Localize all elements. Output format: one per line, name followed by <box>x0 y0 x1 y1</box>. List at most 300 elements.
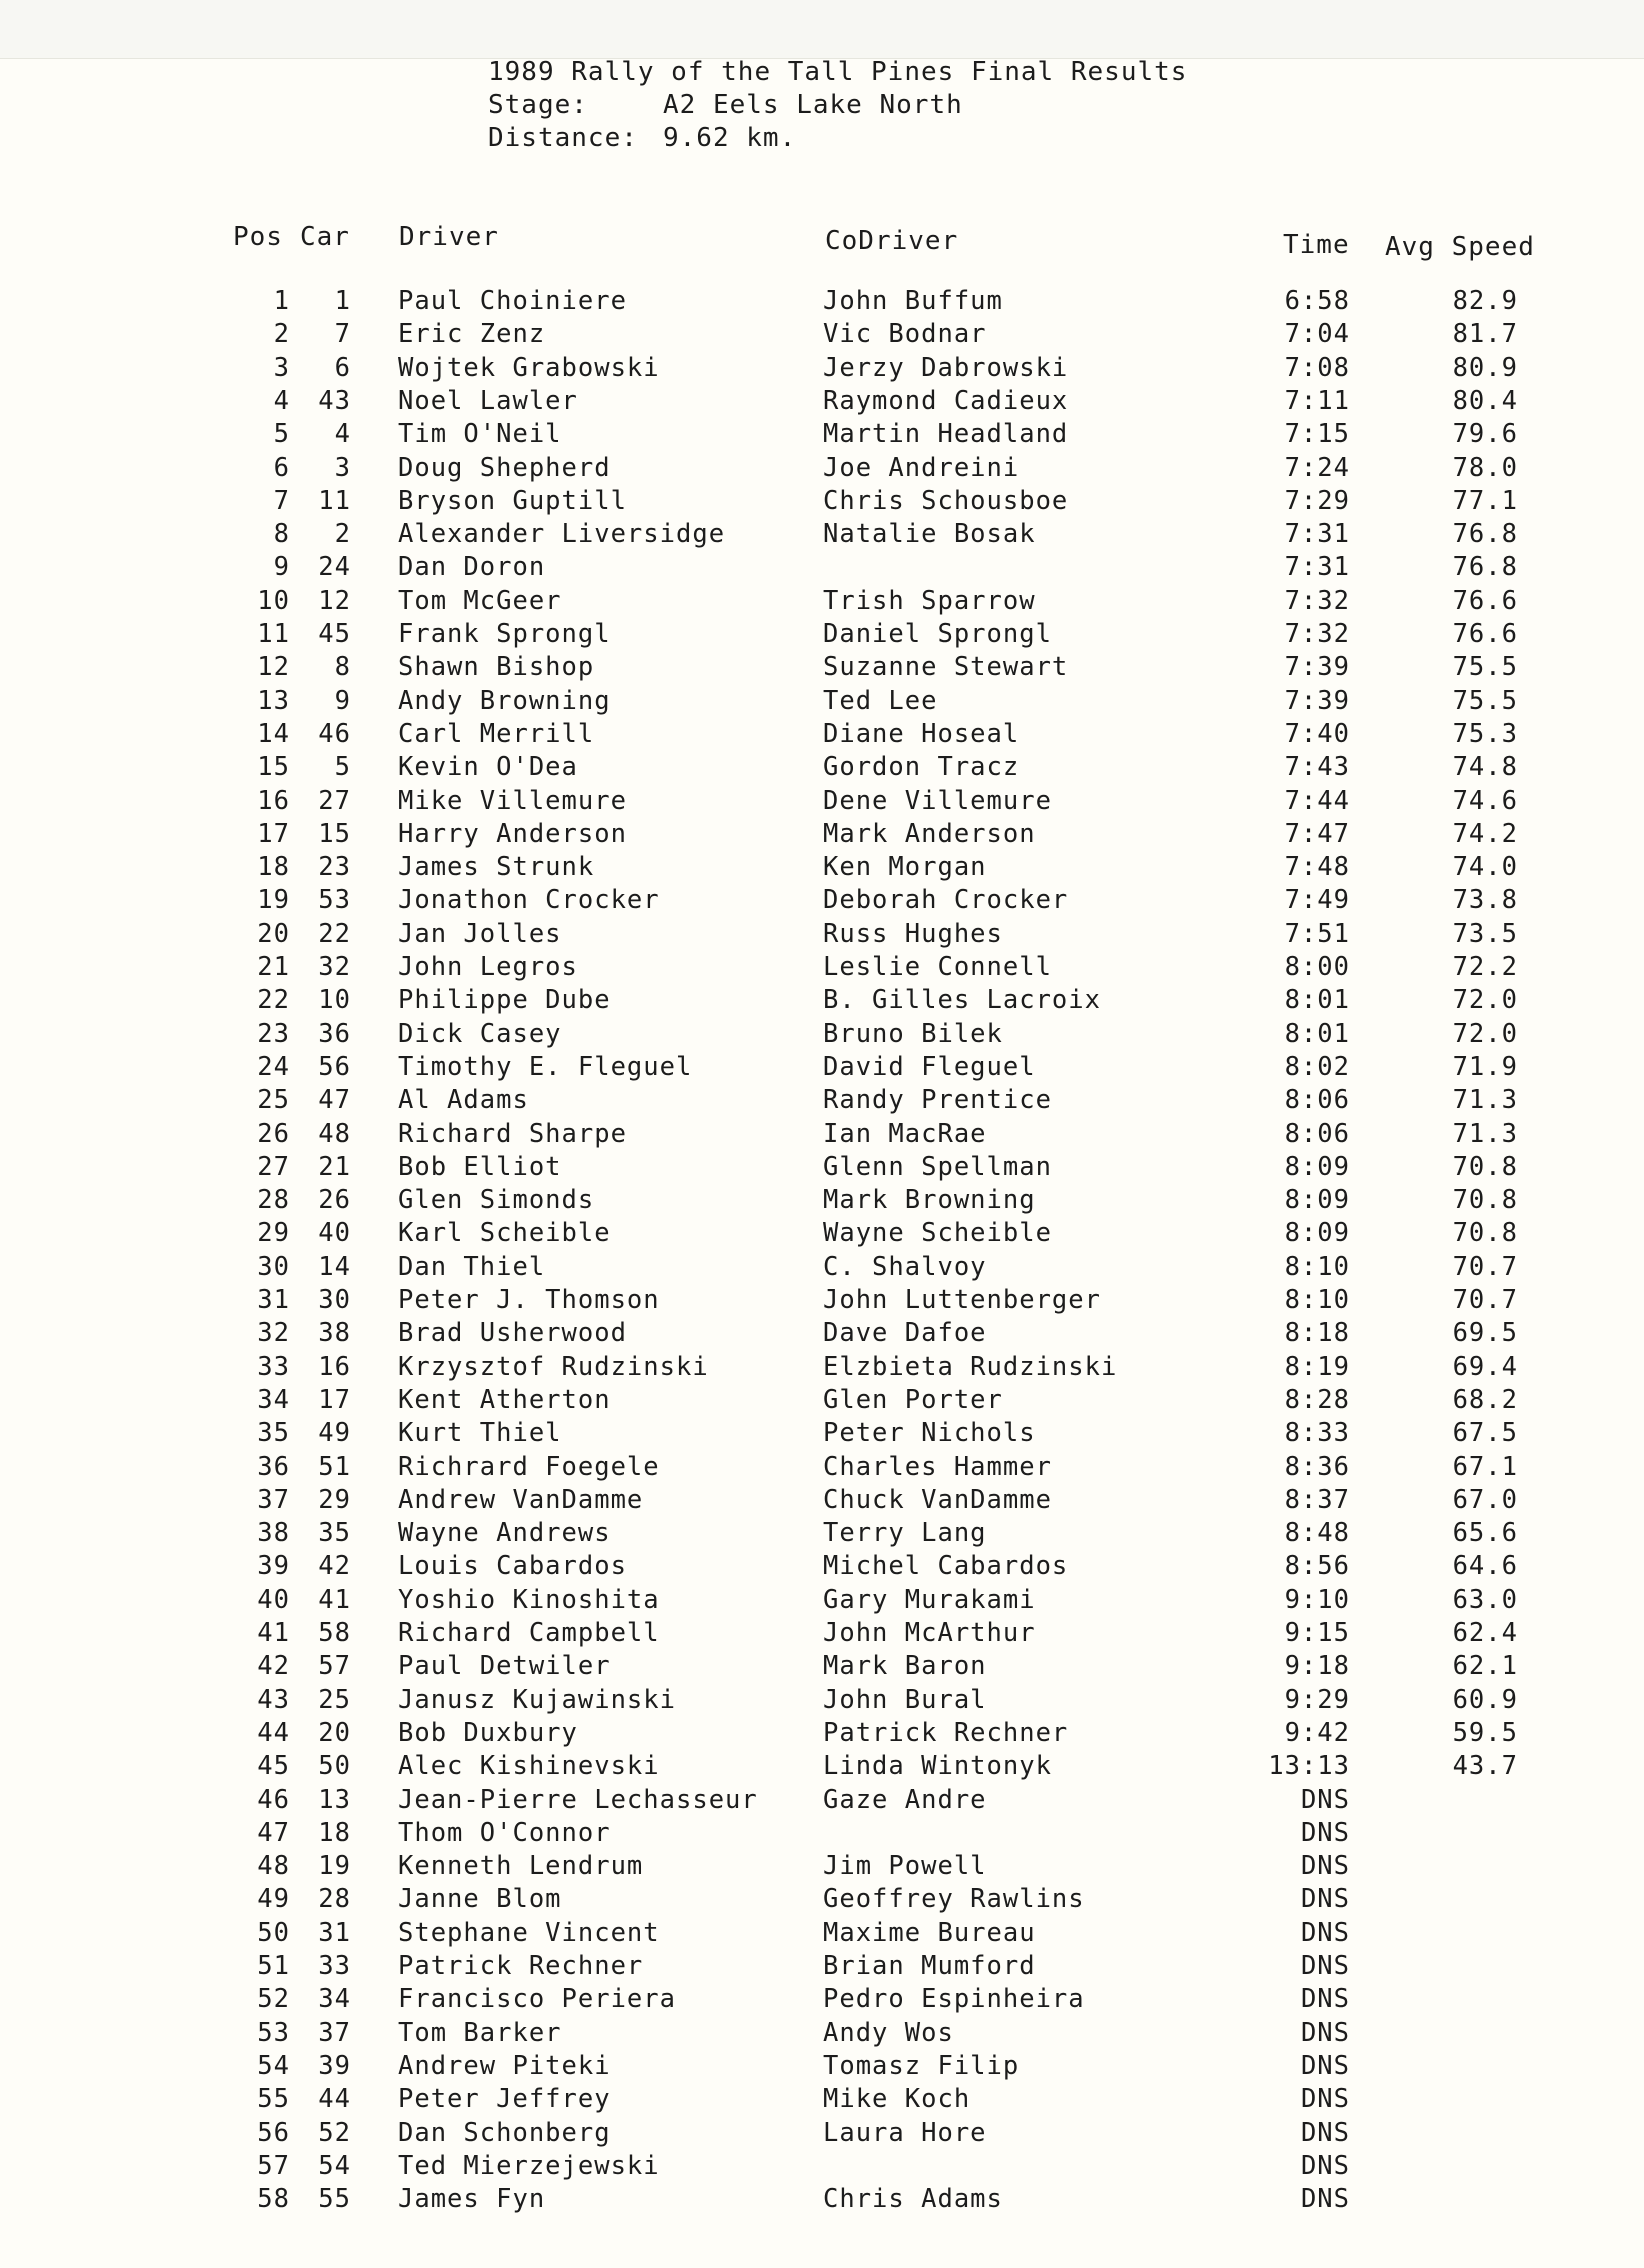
table-row <box>0 2084 1644 2117</box>
result-pos: 44 <box>257 1717 290 1748</box>
result-driver: Timothy E. Fleguel <box>398 1051 693 1082</box>
result-driver: Tom Barker <box>398 2017 562 2048</box>
table-row <box>0 1518 1644 1551</box>
result-time: 9:10 <box>1284 1584 1350 1615</box>
result-car: 45 <box>318 619 351 649</box>
result-pos: 48 <box>257 1851 290 1882</box>
table-row <box>0 1818 1644 1851</box>
result-time: 7:39 <box>1284 685 1350 716</box>
result-codriver: Terry Lang <box>823 1518 987 1549</box>
result-pos: 25 <box>257 1085 290 1116</box>
result-speed: 80.4 <box>1452 385 1518 416</box>
result-pos: 7 <box>273 485 290 516</box>
result-speed: 70.8 <box>1452 1151 1518 1182</box>
result-driver: Dan Schonberg <box>398 2117 611 2148</box>
result-speed: 60.9 <box>1452 1684 1518 1715</box>
table-row <box>0 2118 1644 2151</box>
result-pos: 32 <box>257 1318 290 1349</box>
result-car: 37 <box>318 2017 351 2048</box>
result-codriver: John McArthur <box>823 1618 1036 1648</box>
result-time: DNS <box>1300 2150 1350 2181</box>
result-speed: 72.0 <box>1452 985 1518 1016</box>
result-codriver: Natalie Bosak <box>823 519 1036 550</box>
result-pos: 28 <box>257 1185 290 1216</box>
result-codriver: Ian MacRae <box>823 1118 987 1149</box>
result-driver: James Strunk <box>398 852 595 883</box>
result-speed: 71.9 <box>1452 1051 1518 1082</box>
result-codriver: Geoffrey Rawlins <box>823 1884 1085 1915</box>
result-speed: 65.6 <box>1452 1518 1518 1549</box>
result-time: 8:09 <box>1284 1218 1350 1249</box>
result-time: DNS <box>1300 1817 1350 1848</box>
table-row <box>0 353 1644 386</box>
result-driver: Thom O'Connor <box>398 1817 611 1848</box>
table-row <box>0 1352 1644 1385</box>
result-car: 57 <box>318 1651 351 1682</box>
result-driver: Bob Elliot <box>398 1151 562 1182</box>
result-time: 8:10 <box>1284 1251 1350 1282</box>
result-driver: Tim O'Neil <box>398 419 562 450</box>
result-pos: 2 <box>273 319 290 350</box>
result-car: 32 <box>318 952 351 982</box>
result-driver: Al Adams <box>398 1085 529 1116</box>
result-car: 46 <box>318 718 351 749</box>
result-pos: 57 <box>257 2150 290 2181</box>
result-time: DNS <box>1300 2050 1350 2081</box>
result-driver: Dick Casey <box>398 1018 562 1049</box>
result-time: 8:18 <box>1284 1318 1350 1349</box>
result-driver: Peter J. Thomson <box>398 1285 660 1315</box>
result-car: 27 <box>318 785 351 816</box>
result-speed: 59.5 <box>1452 1717 1518 1748</box>
table-row <box>0 1085 1644 1118</box>
result-pos: 16 <box>257 785 290 816</box>
result-car: 30 <box>318 1285 351 1315</box>
result-car: 3 <box>334 452 351 483</box>
result-time: 7:32 <box>1284 585 1350 616</box>
result-codriver: Linda Wintonyk <box>823 1751 1052 1782</box>
result-car: 16 <box>318 1351 351 1382</box>
result-codriver: Glenn Spellman <box>823 1151 1052 1182</box>
result-time: 8:37 <box>1284 1484 1350 1515</box>
result-codriver: Brian Mumford <box>823 1951 1036 1981</box>
result-pos: 51 <box>257 1951 290 1981</box>
result-car: 39 <box>318 2050 351 2081</box>
result-driver: Janne Blom <box>398 1884 562 1915</box>
table-row <box>0 752 1644 785</box>
result-time: DNS <box>1300 2117 1350 2148</box>
result-driver: Jonathon Crocker <box>398 885 660 916</box>
result-time: 8:10 <box>1284 1285 1350 1315</box>
result-codriver: Jim Powell <box>823 1851 987 1882</box>
result-codriver: Leslie Connell <box>823 952 1052 982</box>
result-codriver: Russ Hughes <box>823 918 1003 949</box>
result-codriver: Vic Bodnar <box>823 319 987 350</box>
table-row <box>0 852 1644 885</box>
table-row <box>0 1851 1644 1884</box>
result-speed: 76.8 <box>1452 552 1518 583</box>
result-pos: 22 <box>257 985 290 1016</box>
result-driver: Mike Villemure <box>398 785 627 816</box>
result-speed: 63.0 <box>1452 1584 1518 1615</box>
result-pos: 43 <box>257 1684 290 1715</box>
result-speed: 76.6 <box>1452 585 1518 616</box>
result-codriver: Laura Hore <box>823 2117 987 2148</box>
result-driver: Noel Lawler <box>398 385 578 416</box>
result-speed: 67.0 <box>1452 1484 1518 1515</box>
result-pos: 33 <box>257 1351 290 1382</box>
result-driver: Richard Sharpe <box>398 1118 627 1149</box>
result-driver: Philippe Dube <box>398 985 611 1016</box>
result-codriver: Chris Adams <box>823 2184 1003 2215</box>
result-codriver: Charles Hammer <box>823 1451 1052 1482</box>
result-driver: Louis Cabardos <box>398 1551 627 1582</box>
result-speed: 64.6 <box>1452 1551 1518 1582</box>
result-time: 13:13 <box>1268 1751 1350 1782</box>
result-car: 44 <box>318 2084 351 2115</box>
result-pos: 34 <box>257 1384 290 1415</box>
result-codriver: Mark Baron <box>823 1651 987 1682</box>
result-pos: 39 <box>257 1551 290 1582</box>
result-car: 28 <box>318 1884 351 1915</box>
result-pos: 27 <box>257 1151 290 1182</box>
result-pos: 12 <box>257 652 290 683</box>
result-codriver: Gaze Andre <box>823 1784 987 1815</box>
result-speed: 69.5 <box>1452 1318 1518 1349</box>
result-time: 7:15 <box>1284 419 1350 450</box>
result-speed: 69.4 <box>1452 1351 1518 1382</box>
result-pos: 31 <box>257 1285 290 1315</box>
distance-label: Distance: <box>488 123 638 153</box>
result-car: 18 <box>318 1817 351 1848</box>
result-pos: 36 <box>257 1451 290 1482</box>
result-car: 26 <box>318 1185 351 1216</box>
result-codriver: John Buffum <box>823 286 1003 316</box>
result-pos: 8 <box>273 519 290 550</box>
result-codriver: Ken Morgan <box>823 852 987 883</box>
result-driver: Stephane Vincent <box>398 1917 660 1948</box>
table-row <box>0 1618 1644 1651</box>
result-car: 9 <box>334 685 351 716</box>
result-pos: 41 <box>257 1618 290 1648</box>
result-pos: 6 <box>273 452 290 483</box>
result-driver: Tom McGeer <box>398 585 562 616</box>
table-row <box>0 919 1644 952</box>
result-codriver: Peter Nichols <box>823 1418 1036 1449</box>
result-car: 48 <box>318 1118 351 1149</box>
result-time: DNS <box>1300 1951 1350 1981</box>
result-speed: 72.2 <box>1452 952 1518 982</box>
result-time: 8:09 <box>1284 1151 1350 1182</box>
result-time: DNS <box>1300 1884 1350 1915</box>
result-codriver: Gary Murakami <box>823 1584 1036 1615</box>
result-codriver: Daniel Sprongl <box>823 619 1052 649</box>
result-codriver: Dave Dafoe <box>823 1318 987 1349</box>
result-time: 7:32 <box>1284 619 1350 649</box>
result-pos: 46 <box>257 1784 290 1815</box>
result-time: DNS <box>1300 1917 1350 1948</box>
result-car: 42 <box>318 1551 351 1582</box>
result-time: 7:11 <box>1284 385 1350 416</box>
result-driver: Harry Anderson <box>398 818 627 849</box>
result-codriver: Dene Villemure <box>823 785 1052 816</box>
table-row <box>0 419 1644 452</box>
result-car: 51 <box>318 1451 351 1482</box>
table-row <box>0 719 1644 752</box>
result-driver: Paul Detwiler <box>398 1651 611 1682</box>
result-car: 58 <box>318 1618 351 1648</box>
result-car: 24 <box>318 552 351 583</box>
result-codriver: Chris Schousboe <box>823 485 1069 516</box>
result-codriver: John Bural <box>823 1684 987 1715</box>
result-speed: 75.5 <box>1452 685 1518 716</box>
table-row <box>0 486 1644 519</box>
result-car: 23 <box>318 852 351 883</box>
table-row <box>0 1052 1644 1085</box>
result-time: 8:48 <box>1284 1518 1350 1549</box>
result-pos: 56 <box>257 2117 290 2148</box>
result-time: 8:33 <box>1284 1418 1350 1449</box>
table-row <box>0 1485 1644 1518</box>
table-row <box>0 1152 1644 1185</box>
result-time: 9:18 <box>1284 1651 1350 1682</box>
result-driver: Kevin O'Dea <box>398 752 578 783</box>
result-driver: Wayne Andrews <box>398 1518 611 1549</box>
table-row <box>0 1385 1644 1418</box>
result-car: 8 <box>334 652 351 683</box>
table-row <box>0 1984 1644 2017</box>
result-time: DNS <box>1300 1984 1350 2015</box>
result-codriver: Martin Headland <box>823 419 1069 450</box>
table-row <box>0 1585 1644 1618</box>
result-time: 9:15 <box>1284 1618 1350 1648</box>
result-speed: 68.2 <box>1452 1384 1518 1415</box>
result-time: 7:04 <box>1284 319 1350 350</box>
table-row <box>0 1218 1644 1251</box>
result-time: 7:31 <box>1284 552 1350 583</box>
result-speed: 70.8 <box>1452 1185 1518 1216</box>
result-codriver: Mark Browning <box>823 1185 1036 1216</box>
result-car: 55 <box>318 2184 351 2215</box>
result-speed: 82.9 <box>1452 286 1518 316</box>
result-driver: Wojtek Grabowski <box>398 352 660 383</box>
result-time: 7:40 <box>1284 718 1350 749</box>
result-codriver: Michel Cabardos <box>823 1551 1069 1582</box>
result-pos: 11 <box>257 619 290 649</box>
result-codriver: Glen Porter <box>823 1384 1003 1415</box>
result-codriver: Mike Koch <box>823 2084 971 2115</box>
result-codriver: Bruno Bilek <box>823 1018 1003 1049</box>
result-pos: 1 <box>273 286 290 316</box>
table-row <box>0 2151 1644 2184</box>
result-driver: Karl Scheible <box>398 1218 611 1249</box>
result-car: 35 <box>318 1518 351 1549</box>
result-time: 7:49 <box>1284 885 1350 916</box>
result-driver: Yoshio Kinoshita <box>398 1584 660 1615</box>
result-car: 56 <box>318 1051 351 1082</box>
result-car: 2 <box>334 519 351 550</box>
result-pos: 20 <box>257 918 290 949</box>
result-driver: James Fyn <box>398 2184 546 2215</box>
result-codriver: Pedro Espinheira <box>823 1984 1085 2015</box>
result-pos: 9 <box>273 552 290 583</box>
result-pos: 18 <box>257 852 290 883</box>
result-car: 40 <box>318 1218 351 1249</box>
table-row <box>0 1285 1644 1318</box>
col-header-car: Car <box>300 222 350 252</box>
result-car: 19 <box>318 1851 351 1882</box>
result-speed: 75.3 <box>1452 718 1518 749</box>
result-time: 8:06 <box>1284 1118 1350 1149</box>
result-pos: 40 <box>257 1584 290 1615</box>
result-pos: 24 <box>257 1051 290 1082</box>
result-car: 4 <box>334 419 351 450</box>
result-driver: Jean-Pierre Lechasseur <box>398 1784 758 1815</box>
scan-top-band <box>0 0 1644 59</box>
result-speed: 62.4 <box>1452 1618 1518 1648</box>
result-car: 14 <box>318 1251 351 1282</box>
result-pos: 50 <box>257 1917 290 1948</box>
result-car: 20 <box>318 1717 351 1748</box>
result-time: DNS <box>1300 1784 1350 1815</box>
result-car: 11 <box>318 485 351 516</box>
result-codriver: Tomasz Filip <box>823 2050 1020 2081</box>
result-speed: 72.0 <box>1452 1018 1518 1049</box>
table-row <box>0 1318 1644 1351</box>
result-car: 1 <box>334 286 351 316</box>
result-pos: 29 <box>257 1218 290 1249</box>
result-speed: 67.1 <box>1452 1451 1518 1482</box>
result-time: 8:36 <box>1284 1451 1350 1482</box>
result-driver: Brad Usherwood <box>398 1318 627 1349</box>
result-speed: 74.6 <box>1452 785 1518 816</box>
result-pos: 15 <box>257 752 290 783</box>
result-codriver: C. Shalvoy <box>823 1251 987 1282</box>
result-pos: 53 <box>257 2017 290 2048</box>
table-row <box>0 2184 1644 2217</box>
result-codriver: Ted Lee <box>823 685 938 716</box>
result-codriver: Raymond Cadieux <box>823 385 1069 416</box>
result-car: 22 <box>318 918 351 949</box>
result-time: 7:31 <box>1284 519 1350 550</box>
result-speed: 77.1 <box>1452 485 1518 516</box>
result-speed: 79.6 <box>1452 419 1518 450</box>
result-codriver: Patrick Rechner <box>823 1717 1069 1748</box>
result-driver: Eric Zenz <box>398 319 546 350</box>
result-codriver: Diane Hoseal <box>823 718 1020 749</box>
result-car: 49 <box>318 1418 351 1449</box>
result-time: 7:39 <box>1284 652 1350 683</box>
result-car: 15 <box>318 818 351 849</box>
table-row <box>0 319 1644 352</box>
document-header <box>488 56 1187 155</box>
result-pos: 14 <box>257 718 290 749</box>
table-row <box>0 1751 1644 1784</box>
result-time: 8:01 <box>1284 985 1350 1016</box>
result-pos: 37 <box>257 1484 290 1515</box>
result-driver: Andrew Piteki <box>398 2050 611 2081</box>
distance-line <box>488 122 1187 155</box>
result-codriver: Chuck VanDamme <box>823 1484 1052 1515</box>
result-speed: 81.7 <box>1452 319 1518 350</box>
table-row <box>0 552 1644 585</box>
result-speed: 74.0 <box>1452 852 1518 883</box>
result-pos: 19 <box>257 885 290 916</box>
result-pos: 45 <box>257 1751 290 1782</box>
table-row <box>0 1918 1644 1951</box>
col-header-pos: Pos <box>233 222 283 252</box>
result-car: 31 <box>318 1917 351 1948</box>
result-pos: 26 <box>257 1118 290 1149</box>
result-car: 36 <box>318 1018 351 1049</box>
col-header-time: Time <box>1283 230 1350 260</box>
result-car: 43 <box>318 385 351 416</box>
table-row <box>0 885 1644 918</box>
result-speed: 74.8 <box>1452 752 1518 783</box>
result-pos: 49 <box>257 1884 290 1915</box>
col-header-speed: Avg Speed <box>1385 232 1535 262</box>
result-driver: Dan Thiel <box>398 1251 546 1282</box>
result-time: 8:28 <box>1284 1384 1350 1415</box>
result-driver: Bryson Guptill <box>398 485 627 516</box>
result-car: 33 <box>318 1951 351 1981</box>
result-driver: Jan Jolles <box>398 918 562 949</box>
result-codriver: Randy Prentice <box>823 1085 1052 1116</box>
result-codriver: Joe Andreini <box>823 452 1020 483</box>
result-driver: Glen Simonds <box>398 1185 595 1216</box>
result-speed: 78.0 <box>1452 452 1518 483</box>
result-speed: 71.3 <box>1452 1085 1518 1116</box>
result-pos: 38 <box>257 1518 290 1549</box>
result-driver: Krzysztof Rudzinski <box>398 1351 709 1382</box>
table-row <box>0 1951 1644 1984</box>
result-driver: Francisco Periera <box>398 1984 676 2015</box>
result-pos: 10 <box>257 585 290 616</box>
result-car: 38 <box>318 1318 351 1349</box>
result-codriver: John Luttenberger <box>823 1285 1101 1315</box>
result-pos: 55 <box>257 2084 290 2115</box>
result-pos: 35 <box>257 1418 290 1449</box>
result-speed: 76.8 <box>1452 519 1518 550</box>
result-car: 52 <box>318 2117 351 2148</box>
table-row <box>0 1185 1644 1218</box>
stage-label: Stage: <box>488 90 588 120</box>
result-time: 7:29 <box>1284 485 1350 516</box>
result-time: DNS <box>1300 1851 1350 1882</box>
result-codriver: Wayne Scheible <box>823 1218 1052 1249</box>
result-time: DNS <box>1300 2017 1350 2048</box>
result-driver: Richard Campbell <box>398 1618 660 1648</box>
stage-line <box>488 89 1187 122</box>
result-car: 5 <box>334 752 351 783</box>
result-driver: Kenneth Lendrum <box>398 1851 644 1882</box>
table-row <box>0 1685 1644 1718</box>
result-speed: 70.7 <box>1452 1251 1518 1282</box>
result-speed: 80.9 <box>1452 352 1518 383</box>
result-codriver: Elzbieta Rudzinski <box>823 1351 1118 1382</box>
result-driver: Peter Jeffrey <box>398 2084 611 2115</box>
result-time: 8:00 <box>1284 952 1350 982</box>
result-pos: 3 <box>273 352 290 383</box>
table-row <box>0 1019 1644 1052</box>
result-car: 6 <box>334 352 351 383</box>
table-row <box>0 985 1644 1018</box>
result-speed: 62.1 <box>1452 1651 1518 1682</box>
result-speed: 67.5 <box>1452 1418 1518 1449</box>
table-row <box>0 1884 1644 1917</box>
result-speed: 73.5 <box>1452 918 1518 949</box>
table-row <box>0 1452 1644 1485</box>
